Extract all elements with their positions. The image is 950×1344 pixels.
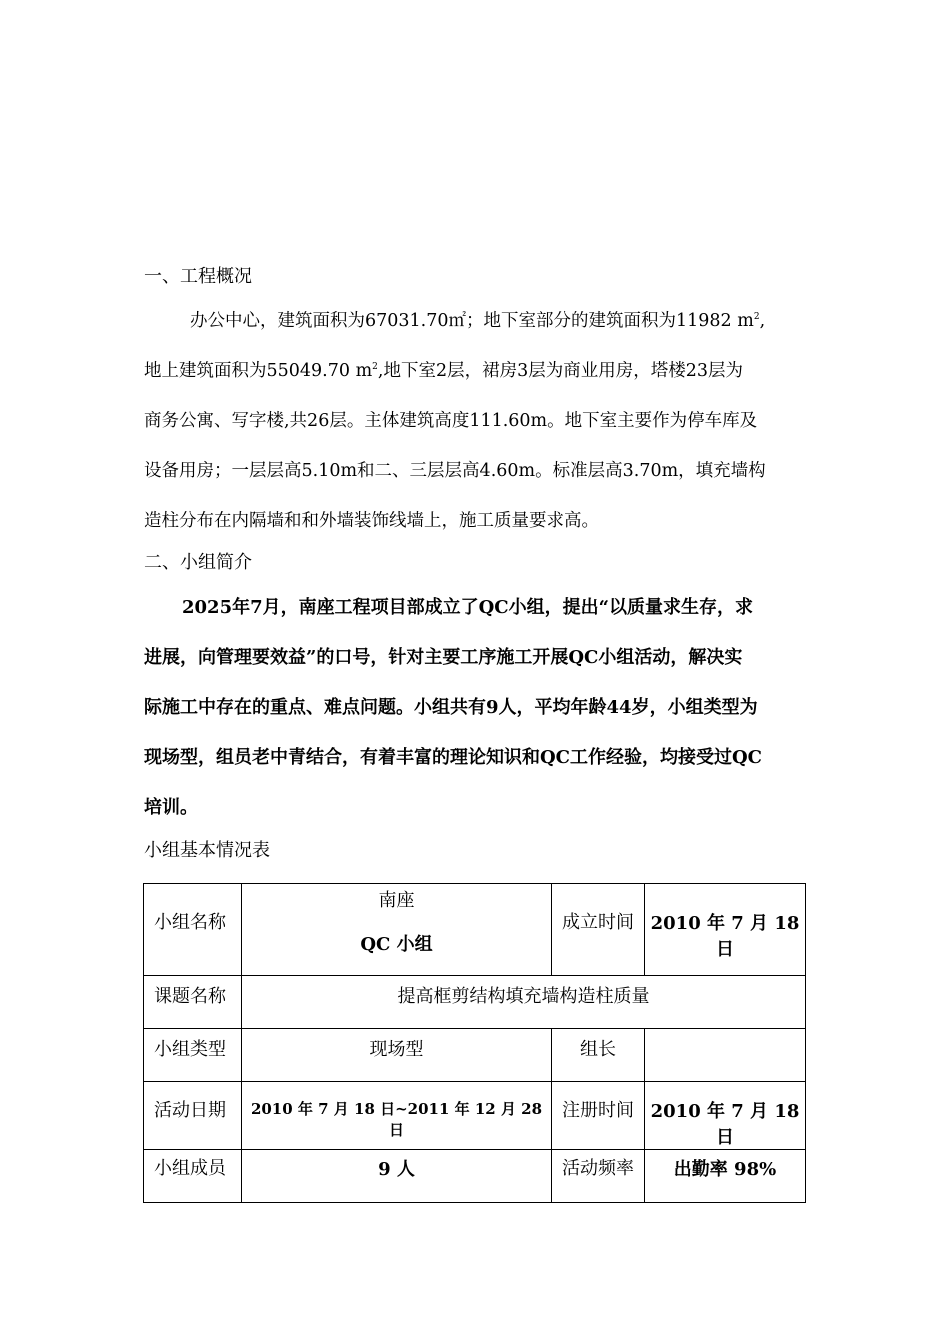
- value-topic: 提高框剪结构填充墙构造柱质量: [242, 976, 806, 1029]
- value-group-name: [242, 884, 552, 976]
- value-registered: 2010 年 7 月 18 日: [645, 1082, 806, 1150]
- group-paragraph: [144, 595, 806, 845]
- section-heading-group: 二、小组简介: [144, 552, 252, 573]
- table-caption: 小组基本情况表: [144, 840, 270, 861]
- label-activity-date: 活动日期: [144, 1082, 242, 1150]
- value-group-type: 现场型: [242, 1029, 552, 1082]
- value-leader: [645, 1029, 806, 1082]
- value-activity-date: 2010 年 7 月 18 日~2011 年 12 月 28 日: [242, 1082, 552, 1150]
- label-leader: 组长: [552, 1029, 645, 1082]
- group-line-3: 际施工中存在的重点、难点问题。小组共有9人，平均年龄44岁，小组类型为: [144, 697, 758, 718]
- table-row: [144, 1150, 806, 1203]
- label-group-type: 小组类型: [144, 1029, 242, 1082]
- group-info-table: [143, 883, 806, 1203]
- overview-paragraph: [144, 308, 806, 558]
- label-topic: 课题名称: [144, 976, 242, 1029]
- group-line-1: 2025年7月，南座工程项目部成立了QC小组，提出“以质量求生存，求: [182, 597, 753, 618]
- table-row: [144, 1029, 806, 1082]
- section-heading-overview: 一、工程概况: [144, 266, 252, 287]
- table-row: [144, 884, 806, 976]
- group-line-5: 培训。: [144, 797, 198, 818]
- table-row: [144, 1082, 806, 1150]
- group-line-2: 进展，向管理要效益”的口号，针对主要工序施工开展QC小组活动，解决实: [144, 647, 743, 668]
- overview-line-4: 设备用房；一层层高5.10m和二、三层层高4.60m。标准层高3.70m，填充墙构: [144, 461, 766, 481]
- overview-line-3: 商务公寓、写字楼,共26层。主体建筑高度111.60m。地下室主要作为停车库及: [144, 411, 758, 431]
- group-name-line-2: QC 小组: [360, 934, 433, 955]
- overview-line-1: 办公中心，建筑面积为67031.70㎡；地下室部分的建筑面积为11982 $m^2$,: [190, 311, 766, 331]
- value-founded: 2010 年 7 月 18 日: [645, 884, 806, 976]
- label-group-name: 小组名称: [144, 884, 242, 976]
- label-frequency: 活动频率: [552, 1150, 645, 1203]
- label-members: 小组成员: [144, 1150, 242, 1203]
- value-members: 9 人: [242, 1150, 552, 1203]
- label-founded: 成立时间: [552, 884, 645, 976]
- group-name-line-1: 南座: [378, 890, 415, 911]
- table-row: [144, 976, 806, 1029]
- group-line-4: 现场型，组员老中青结合，有着丰富的理论知识和QC工作经验，均接受过QC: [144, 747, 763, 768]
- overview-line-2: 地上建筑面积为55049.70 $m^2$,地下室2层，裙房3层为商业用房，塔楼23层为: [144, 361, 744, 381]
- label-registered: 注册时间: [552, 1082, 645, 1150]
- value-frequency: 出勤率 98%: [645, 1150, 806, 1203]
- overview-line-5: 造柱分布在内隔墙和和外墙装饰线墙上，施工质量要求高。: [144, 511, 599, 531]
